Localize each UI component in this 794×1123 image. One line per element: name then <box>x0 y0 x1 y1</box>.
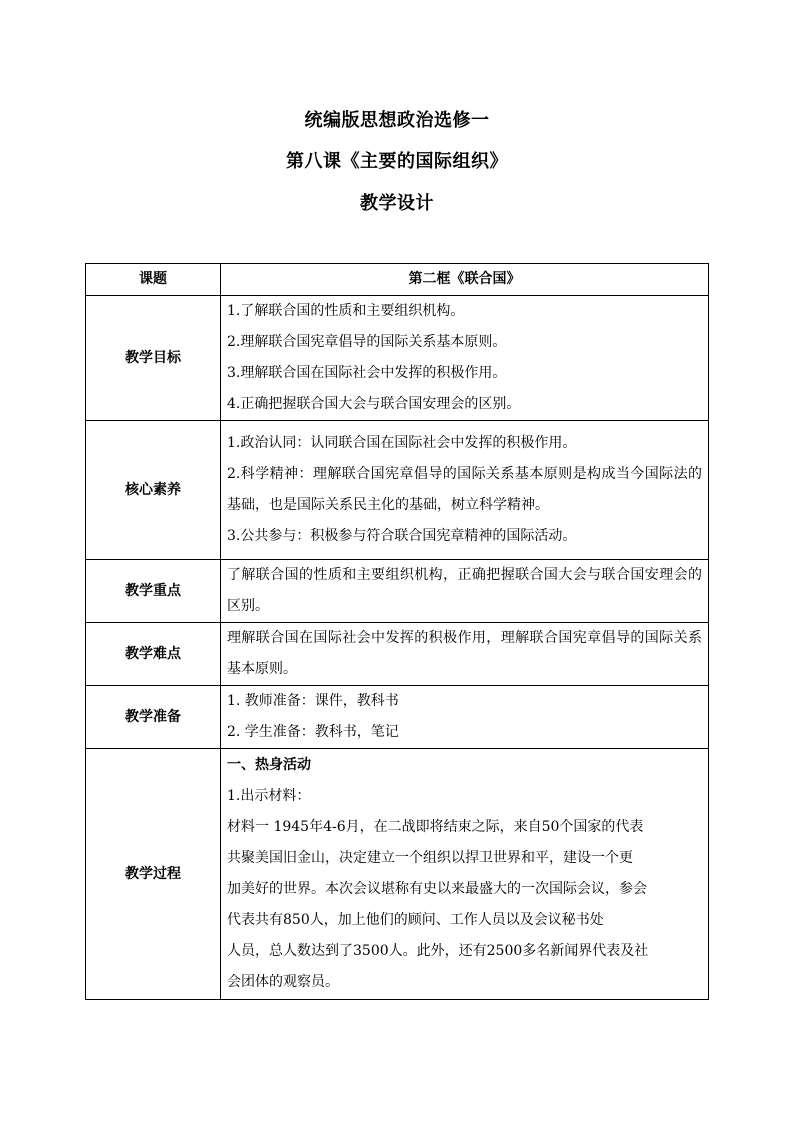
material-line: 共聚美国旧金山，决定建立一个组织以捍卫世界和平，建设一个更 <box>227 850 633 866</box>
literacy-item: 3.公共参与：积极参与符合联合国宪章精神的国际活动。 <box>227 528 577 544</box>
process-label: 教学过程 <box>86 749 221 1000</box>
key-points-label: 教学重点 <box>86 560 221 623</box>
table-row-preparation <box>86 686 709 749</box>
goal-item: 2.理解联合国宪章倡导的国际关系基本原则。 <box>227 334 507 350</box>
literacy-content <box>221 421 709 560</box>
key-points-text: 了解联合国的性质和主要组织机构，正确把握联合国大会与联合国安理会的区别。 <box>227 567 702 614</box>
material-line: 材料一 1945年4-6月，在二战即将结束之际，来自50个国家的代表 <box>227 819 644 835</box>
key-points-content <box>221 560 709 623</box>
table-row-literacy <box>86 421 709 560</box>
table-row-topic <box>86 264 709 296</box>
difficulties-content <box>221 623 709 686</box>
table-row-key-points <box>86 560 709 623</box>
preparation-label: 教学准备 <box>86 686 221 749</box>
lesson-plan-table <box>85 263 709 1000</box>
literacy-item: 1.政治认同：认同联合国在国际社会中发挥的积极作用。 <box>227 435 577 451</box>
material-line: 会团体的观察员。 <box>227 974 339 990</box>
document-subtitle: 教学设计 <box>360 193 434 214</box>
goal-item: 3.理解联合国在国际社会中发挥的积极作用。 <box>227 365 507 381</box>
topic-value: 第二框《联合国》 <box>221 264 709 296</box>
table-row-goals <box>86 296 709 421</box>
goals-content <box>221 296 709 421</box>
difficulties-label: 教学难点 <box>86 623 221 686</box>
goal-item: 4.正确把握联合国大会与联合国安理会的区别。 <box>227 396 521 412</box>
table-row-difficulties <box>86 623 709 686</box>
document-title: 统编版思想政治选修一 <box>304 110 490 131</box>
goals-label: 教学目标 <box>86 296 221 421</box>
preparation-item: 1. 教师准备：课件，教科书 <box>227 693 399 709</box>
process-step: 1.出示材料： <box>227 788 311 804</box>
preparation-item: 2. 学生准备：教科书，笔记 <box>227 724 399 740</box>
goal-item: 1.了解联合国的性质和主要组织机构。 <box>227 303 465 319</box>
material-line: 代表共有850人，加上他们的顾问、工作人员以及会议秘书处 <box>227 912 604 928</box>
literacy-item: 2.科学精神：理解联合国宪章倡导的国际关系基本原则是构成当今国际法的基础，也是国际关系民主化的基础，树立科学精神。 <box>227 466 702 513</box>
material-line: 人员，总人数达到了3500人。此外，还有2500多名新闻界代表及社 <box>227 943 649 959</box>
topic-label: 课题 <box>86 264 221 296</box>
preparation-content <box>221 686 709 749</box>
process-content <box>221 749 709 1000</box>
literacy-label: 核心素养 <box>86 421 221 560</box>
table-row-process <box>86 749 709 1000</box>
difficulties-text: 理解联合国在国际社会中发挥的积极作用，理解联合国宪章倡导的国际关系基本原则。 <box>227 630 702 677</box>
lesson-title: 第八课《主要的国际组织》 <box>286 151 508 172</box>
material-line: 加美好的世界。本次会议堪称有史以来最盛大的一次国际会议，参会 <box>227 881 647 897</box>
process-section-heading: 一、热身活动 <box>227 757 311 773</box>
